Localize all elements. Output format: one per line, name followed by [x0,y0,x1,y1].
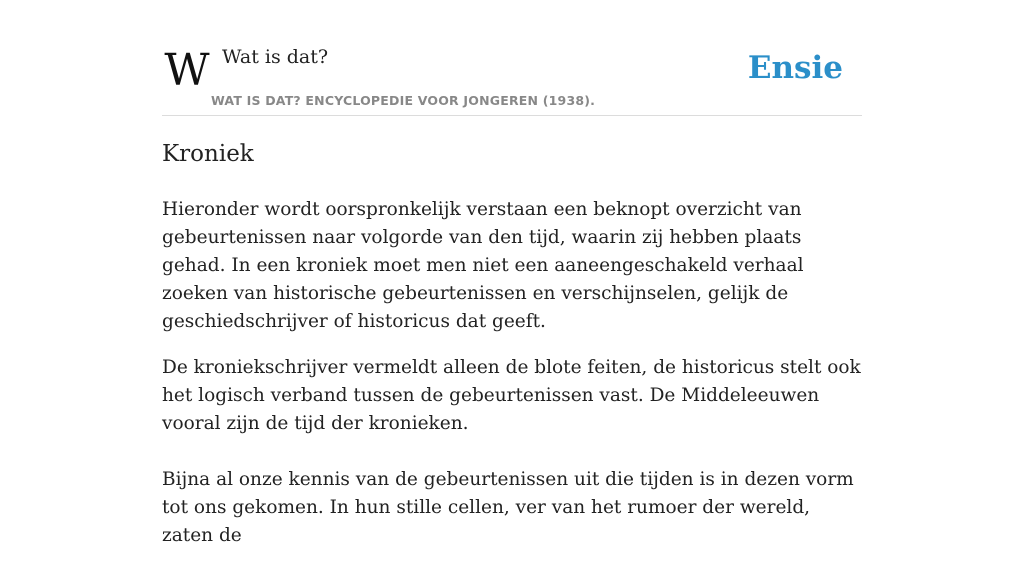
article [162,136,862,568]
wikipedia-w-icon [164,45,210,96]
svg-text:W: W [164,45,210,96]
brand-logo[interactable]: Ensie [747,50,843,86]
source-title[interactable]: Wat is dat? [222,46,329,68]
article-paragraph: Hieronder wordt oorspronkelijk verstaan een beknopt overzicht van gebeurtenissen naar volgorde van den tijd, waarin zij hebben plaats gehad. In een kroniek moet men niet een aaneengeschakeld verhaal zoeken van historische gebeurtenissen en verschijnselen, gelijk de geschiedschrijver of historicus dat geeft. [162,199,804,332]
article-paragraph: De kroniekschrijver vermeldt alleen de blote feiten, de historicus stelt ook het logisch verband tussen de gebeurtenissen vast. De Middeleeuwen vooral zijn de tijd der kronieken. Bijna al onze kennis van de gebeurtenissen uit die tijden is in dezen vorm tot ons gekomen. In hun stille cellen, ver van het rumoer der wereld, zaten de [162,357,861,546]
source-subtitle: WAT IS DAT? ENCYCLOPEDIE VOOR JONGEREN (1938). [211,93,596,108]
article-title: Kroniek [162,141,254,167]
source-header [162,40,862,116]
